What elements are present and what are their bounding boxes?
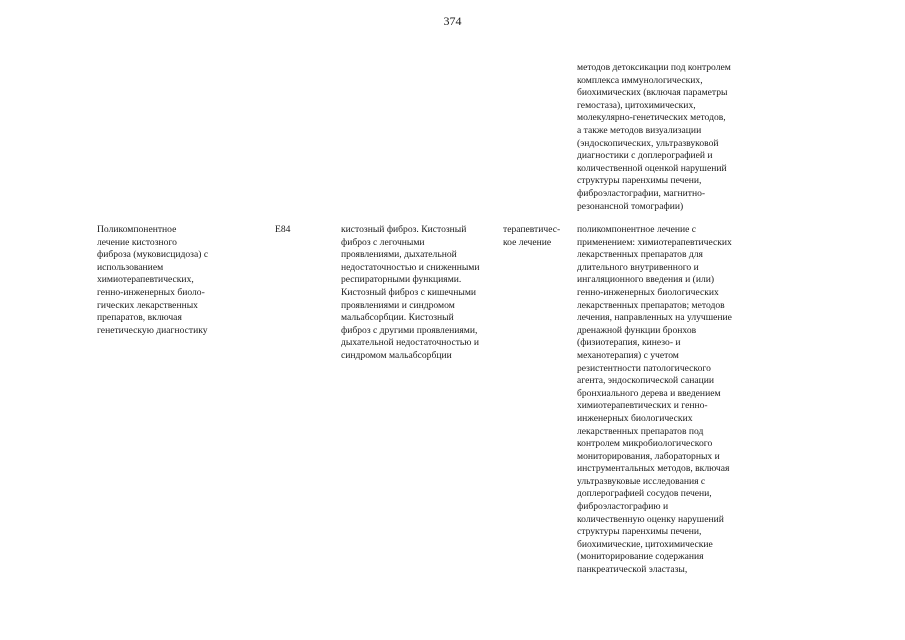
text-line: лечение кистозного	[97, 236, 177, 248]
text-line: механотерапия) с учетом	[577, 349, 679, 361]
text-line: ингаляционного введения и (или)	[577, 274, 715, 286]
text-line: генно-инженерных биологических	[577, 286, 719, 298]
text-line: генетическую диагностику	[97, 324, 208, 336]
text-line: лечения, направленных на улучшение	[577, 312, 732, 324]
continued-method-cell	[577, 62, 731, 213]
text-line: гемостаза), цитохимических,	[577, 99, 696, 111]
text-line: мальабсорбции. Кистозный	[341, 312, 454, 324]
text-line: количественной оценкой нарушений	[577, 162, 727, 174]
text-line: фиброэластографию и	[577, 501, 669, 513]
text-line: терапевтичес-	[503, 224, 561, 235]
text-line: применением: химиотерапевтических	[577, 236, 732, 248]
text-line: лекарственных препаратов для	[577, 249, 703, 261]
text-line: структуры паренхимы печени,	[577, 526, 702, 538]
text-line: мониторирования, лабораторных и	[577, 450, 720, 462]
text-line: резистентности патологического	[577, 362, 711, 374]
text-line: дренажной функции бронхов	[577, 324, 697, 336]
text-line: препаратов, включая	[97, 312, 182, 324]
text-line: резонансной томографии)	[577, 200, 684, 212]
text-line: доплерографией сосудов печени,	[577, 488, 712, 500]
text-line: инструментальных методов, включая	[577, 463, 730, 475]
text-line: генно-инженерных биоло-	[97, 286, 205, 298]
text-line: комплекса иммунологических,	[577, 74, 703, 86]
text-line: Поликомпонентное	[97, 224, 177, 235]
text-line: лекарственных препаратов под	[577, 425, 704, 437]
text-line: фиброэластографии, магнитно-	[577, 187, 706, 199]
text-line: диагностики с доплерографией и	[577, 150, 713, 162]
text-line: лекарственных препаратов; методов	[577, 299, 725, 311]
text-line: дыхательной недостаточностью и	[341, 337, 479, 349]
text-line: использованием	[97, 261, 164, 273]
text-line: проявлениями и синдромом	[341, 299, 455, 311]
treatment-type-cell	[503, 224, 560, 249]
care-type-name-cell	[97, 224, 208, 337]
text-line: кое лечение	[503, 236, 552, 248]
icd-code: E84	[275, 224, 291, 235]
text-line: Кистозный фиброз с кишечными	[341, 286, 477, 298]
text-line: панкреатической эластазы,	[577, 564, 688, 576]
text-line: (физиотерапия, кинезо- и	[577, 337, 681, 349]
text-line: структуры паренхимы печени,	[577, 175, 702, 187]
text-line: синдромом мальабсорбции	[341, 349, 452, 361]
text-line: проявлениями, дыхательной	[341, 249, 457, 261]
icd-code-cell	[275, 224, 290, 237]
text-line: агента, эндоскопической санации	[577, 375, 715, 387]
text-line: поликомпонентное лечение с	[577, 224, 697, 235]
text-line: инженерных биологических	[577, 412, 693, 424]
text-line: ультразвуковые исследования с	[577, 475, 706, 487]
text-line: молекулярно-генетических методов,	[577, 112, 726, 124]
text-line: а также методов визуализации	[577, 124, 702, 136]
text-line: количественную оценку нарушений	[577, 513, 724, 525]
text-line: методов детоксикации под контролем	[577, 62, 731, 73]
text-line: гических лекарственных	[97, 299, 198, 311]
text-line: бронхиального дерева и введением	[577, 387, 721, 399]
page-number: 374	[443, 14, 462, 28]
treatment-method-cell	[577, 224, 732, 577]
text-line: химиотерапевтических и генно-	[577, 400, 708, 412]
text-line: респираторными функциями.	[341, 274, 462, 286]
text-line: контролем микробиологического	[577, 438, 713, 450]
text-line: фиброза (муковисцидоза) с	[97, 249, 209, 261]
text-line: химиотерапевтических,	[97, 274, 194, 286]
text-line: фиброз с легочными	[341, 236, 425, 248]
text-line: (мониторирование содержания	[577, 551, 704, 563]
text-line: биохимические, цитохимические	[577, 538, 713, 550]
diagnosis-cell	[341, 224, 480, 363]
text-line: биохимических (включая параметры	[577, 87, 728, 99]
text-line: (эндоскопических, ультразвуковой	[577, 137, 719, 149]
text-line: длительного внутривенного и	[577, 261, 699, 273]
text-line: кистозный фиброз. Кистозный	[341, 224, 467, 235]
text-line: фиброз с другими проявлениями,	[341, 324, 478, 336]
text-line: недостаточностью и сниженными	[341, 261, 480, 273]
